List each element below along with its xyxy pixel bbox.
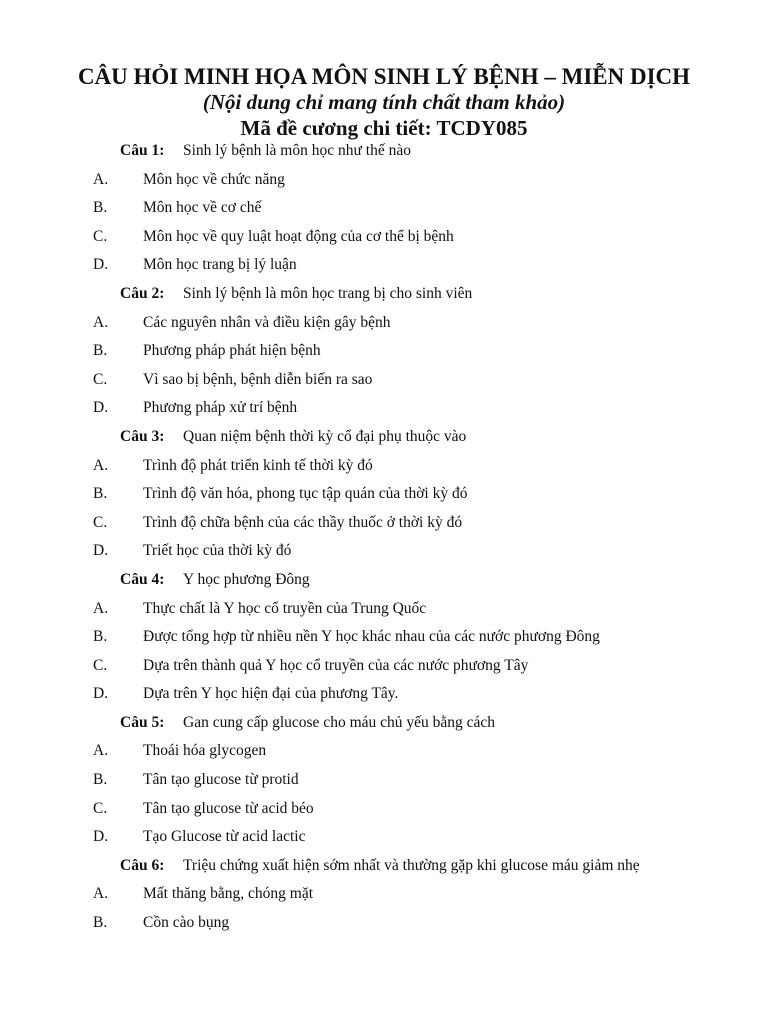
option-text: Triết học của thời kỳ đó — [143, 542, 292, 560]
option-text: Thoái hóa glycogen — [143, 742, 267, 760]
option-letter: C. — [93, 227, 108, 245]
option-letter: B. — [93, 199, 108, 217]
option-text: Thực chất là Y học cổ truyền của Trung Quốc — [143, 599, 427, 617]
question-label: Câu 3: — [120, 427, 165, 445]
answer-option — [0, 769, 768, 798]
question-4 — [0, 569, 768, 598]
option-letter: D. — [93, 828, 109, 846]
answer-option — [0, 740, 768, 769]
question-label: Câu 4: — [120, 570, 165, 588]
option-letter: B. — [93, 628, 108, 646]
option-text: Dựa trên thành quả Y học cổ truyền của các nước phương Tây — [143, 656, 529, 674]
option-letter: B. — [93, 914, 108, 932]
question-list — [0, 140, 768, 941]
option-letter: A. — [93, 885, 109, 903]
answer-option — [0, 455, 768, 484]
question-label: Câu 2: — [120, 284, 165, 302]
answer-option — [0, 369, 768, 398]
question-label: Câu 1: — [120, 142, 165, 159]
option-text: Phương pháp phát hiện bệnh — [143, 342, 321, 360]
option-text: Trình độ chữa bệnh của các thầy thuốc ở thời kỳ đó — [143, 513, 463, 531]
option-letter: B. — [93, 342, 108, 360]
question-3 — [0, 426, 768, 455]
answer-option — [0, 798, 768, 827]
answer-option — [0, 683, 768, 712]
option-text: Vì sao bị bệnh, bệnh diễn biến ra sao — [143, 370, 373, 388]
question-label: Câu 6: — [120, 856, 165, 874]
option-text: Các nguyên nhân và điều kiện gây bệnh — [143, 313, 391, 331]
document-subtitle: (Nội dung chỉ mang tính chất tham khảo) — [202, 90, 566, 114]
option-letter: C. — [93, 513, 108, 531]
option-text: Tân tạo glucose từ acid béo — [143, 799, 314, 817]
question-text: Gan cung cấp glucose cho máu chủ yếu bằng cách — [183, 713, 496, 731]
option-letter: A. — [93, 456, 109, 474]
answer-option — [0, 912, 768, 941]
answer-option — [0, 397, 768, 426]
option-letter: C. — [93, 656, 108, 674]
option-text: Môn học về chức năng — [143, 170, 285, 188]
option-letter: B. — [93, 771, 108, 789]
question-text: Y học phương Đông — [183, 570, 310, 588]
option-text: Môn học về quy luật hoạt động của cơ thể bị bệnh — [143, 227, 454, 245]
option-letter: B. — [93, 485, 108, 503]
syllabus-code: Mã đề cương chi tiết: TCDY085 — [240, 116, 528, 140]
option-letter: D. — [93, 256, 109, 274]
question-text: Sinh lý bệnh là môn học như thế nào — [183, 142, 411, 159]
answer-option — [0, 512, 768, 541]
answer-option — [0, 340, 768, 369]
answer-option — [0, 826, 768, 855]
option-text: Môn học về cơ chế — [143, 199, 262, 217]
option-letter: A. — [93, 313, 109, 331]
document-header — [0, 64, 768, 141]
option-text: Được tổng hợp từ nhiều nền Y học khác nhau của các nước phương Đông — [143, 628, 600, 646]
option-letter: D. — [93, 399, 109, 417]
answer-option — [0, 169, 768, 198]
document-title: CÂU HỎI MINH HỌA MÔN SINH LÝ BỆNH – MIỄN DỊCH — [77, 64, 691, 89]
answer-option — [0, 483, 768, 512]
answer-option — [0, 312, 768, 341]
question-text: Quan niệm bệnh thời kỳ cổ đại phụ thuộc vào — [183, 427, 467, 445]
answer-option — [0, 598, 768, 627]
option-text: Tân tạo glucose từ protid — [143, 771, 299, 789]
option-text: Phương pháp xử trí bệnh — [143, 399, 298, 417]
option-letter: A. — [93, 170, 109, 188]
answer-option — [0, 655, 768, 684]
answer-option — [0, 540, 768, 569]
option-text: Tạo Glucose từ acid lactic — [143, 828, 306, 846]
option-letter: C. — [93, 370, 108, 388]
question-2 — [0, 283, 768, 312]
option-text: Cồn cào bụng — [143, 914, 230, 932]
option-text: Mất thăng bằng, chóng mặt — [143, 885, 314, 903]
option-letter: A. — [93, 742, 109, 760]
question-1 — [0, 140, 768, 169]
question-text: Triệu chứng xuất hiện sớm nhất và thường gặp khi glucose máu giảm nhẹ — [183, 856, 640, 874]
answer-option — [0, 197, 768, 226]
option-text: Trình độ phát triển kinh tế thời kỳ đó — [143, 456, 373, 474]
answer-option — [0, 226, 768, 255]
question-label: Câu 5: — [120, 713, 165, 731]
answer-option — [0, 883, 768, 912]
option-text: Dựa trên Y học hiện đại của phương Tây. — [143, 685, 399, 703]
option-text: Môn học trang bị lý luận — [143, 256, 297, 274]
option-text: Trình độ văn hóa, phong tục tập quán của thời kỳ đó — [143, 485, 468, 503]
option-letter: D. — [93, 542, 109, 560]
option-letter: D. — [93, 685, 109, 703]
answer-option — [0, 254, 768, 283]
option-letter: A. — [93, 599, 109, 617]
question-text: Sinh lý bệnh là môn học trang bị cho sinh viên — [183, 284, 473, 302]
answer-option — [0, 626, 768, 655]
option-letter: C. — [93, 799, 108, 817]
question-5 — [0, 712, 768, 741]
question-6 — [0, 855, 768, 884]
